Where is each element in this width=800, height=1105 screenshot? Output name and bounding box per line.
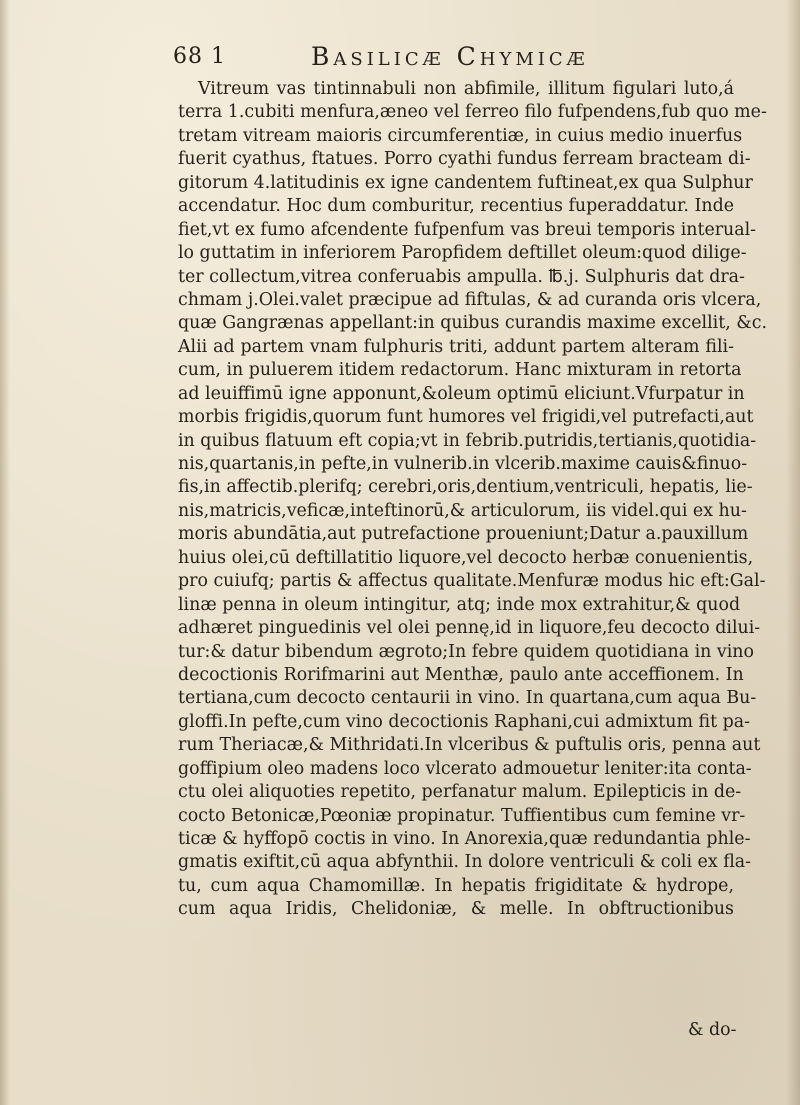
page-edge-shadow-right	[786, 0, 800, 1105]
text-line: chmam j.Olei.valet præcipue ad fiftulas, & ad curanda oris vlcera,	[178, 289, 762, 310]
text-line: gmatis exiftit,cū aqua abfynthii. In dolore ventriculi & coli ex fla-	[178, 852, 752, 873]
running-title: Basilicæ Chymicæ	[311, 42, 589, 71]
text-line: adhæret pinguedinis vel olei pennę,id in liquore,feu decocto dilui-	[178, 618, 761, 639]
text-line: decoctionis Rorifmarini aut Menthæ, paulo ante acceffionem. In	[178, 664, 744, 685]
text-line: goffipium oleo madens loco vlcerato admouetur leniter:ita conta-	[178, 758, 752, 779]
text-line: cocto Betonicæ,Pœoniæ propinatur. Tuffientibus cum femine vr-	[178, 805, 746, 826]
text-line: moris abundātia,aut putrefactione proueniunt;Datur a.pauxillum	[178, 524, 749, 545]
text-line: lo guttatim in inferiorem Paropfidem deftillet oleum:quod dilige-	[178, 243, 747, 264]
text-line: linæ penna in oleum intingitur, atq; inde mox extrahitur,& quod	[178, 594, 741, 615]
text-line: fis,in affectib.plerifq; cerebri,oris,dentium,ventriculi, hepatis, lie-	[178, 477, 753, 498]
text-line: ter collectum,vitrea conferuabis ampulla. ℔.j. Sulphuris dat dra-	[178, 266, 745, 287]
text-line: tretam vitream maioris circumferentiæ, in cuius medio inuerfus	[178, 125, 743, 146]
text-line: nis,matricis,veficæ,inteftinorū,& articulorum, iis videl.qui ex hu-	[178, 500, 747, 521]
page-edge-shadow-left	[0, 0, 10, 1105]
text-line: fuerit cyathus, ftatues. Porro cyathi fundus ferream bracteam di-	[178, 149, 751, 170]
catchword: & do-	[688, 1020, 737, 1040]
text-line: pro cuiufq; partis & affectus qualitate.Menfuræ modus hic eft:Gal-	[178, 571, 766, 592]
text-line: accendatur. Hoc dum comburitur, recentius fuperaddatur. Inde	[178, 196, 734, 217]
text-line: morbis frigidis,quorum funt humores vel frigidi,vel putrefacti,aut	[178, 407, 754, 428]
running-head	[173, 42, 733, 72]
text-line: tertiana,cum decocto centaurii in vino. In quartana,cum aqua Bu-	[178, 688, 757, 709]
text-line: quæ Gangrænas appellant:in quibus curandis maxime excellit, &c.	[178, 313, 768, 334]
text-line: Alii ad partem vnam fulphuris triti, addunt partem alteram fili-	[178, 336, 734, 357]
text-line: in quibus flatuum eft copia;vt in febrib.putridis,tertianis,quotidia-	[178, 430, 757, 451]
text-line: ad leuiffimū igne apponunt,&oleum optimū eliciunt.Vfurpatur in	[178, 383, 745, 404]
text-line: cum, in puluerem itidem redactorum. Hanc mixturam in retorta	[178, 360, 742, 381]
text-line: tur:& datur bibendum ægroto;In febre quidem quotidiana in vino	[178, 641, 754, 662]
page-number: 68 1	[173, 44, 226, 69]
text-line: Vitreum vas tintinnabuli non abfimile, illitum figulari luto,á	[198, 79, 734, 99]
text-line: nis,quartanis,in pefte,in vulnerib.in vlcerib.maxime cauis&finuo-	[178, 454, 748, 474]
text-line: huius olei,cū deftillatitio liquore,vel decocto herbæ conuenientis,	[178, 547, 754, 568]
text-line: rum Theriacæ,& Mithridati.In vlceribus & puftulis oris, penna aut	[178, 735, 761, 756]
text-line: ticæ & hyffopō coctis in vino. In Anorexia,quæ redundantia phle-	[178, 829, 751, 849]
text-line: gloffi.In pefte,cum vino decoctionis Raphani,cui admixtum fit pa-	[178, 711, 750, 732]
text-line: tu, cum aqua Chamomillæ. In hepatis frigiditate & hydrope,	[178, 875, 734, 896]
body-text	[178, 78, 768, 922]
text-line: gitorum 4.latitudinis ex igne candentem fuftineat,ex qua Sulphur	[178, 172, 753, 193]
text-line: cum aqua Iridis, Chelidoniæ, & melle. In obftructionibus	[178, 899, 734, 920]
text-line: ctu olei aliquoties repetito, perfanatur malum. Epilepticis in de-	[178, 782, 742, 803]
text-line: fiet,vt ex fumo afcendente fufpenfum vas breui temporis interual-	[178, 219, 757, 240]
text-line: terra 1.cubiti menfura,æneo vel ferreo filo fufpendens,fub quo me-	[178, 102, 767, 123]
